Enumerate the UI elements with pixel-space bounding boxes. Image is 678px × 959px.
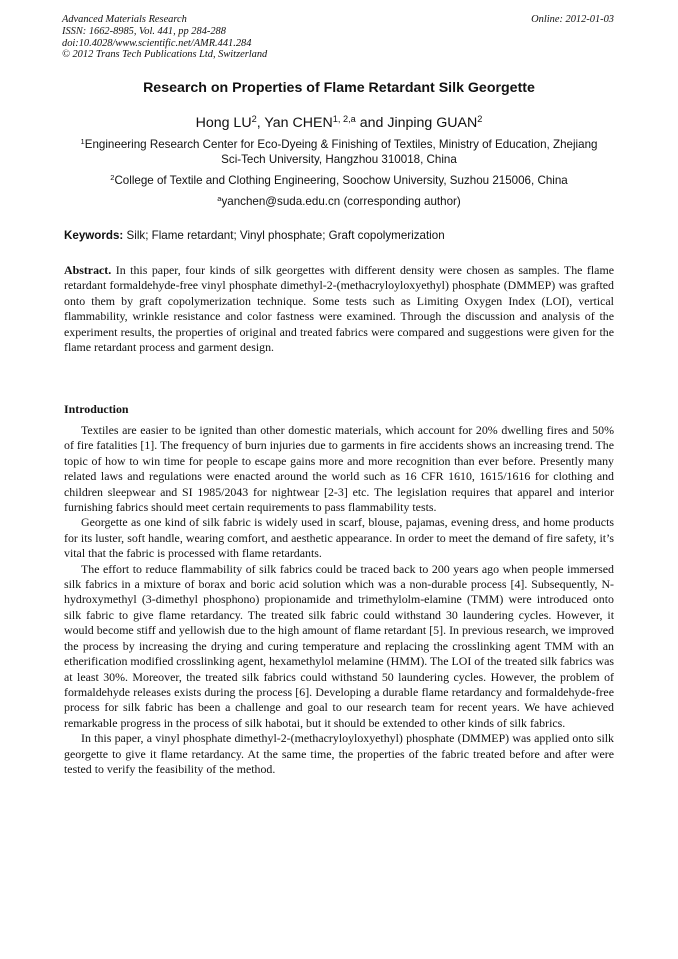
journal-issn: ISSN: 1662-8985, Vol. 441, pp 284-288 xyxy=(62,25,226,37)
copyright-line: © 2012 Trans Tech Publications Ltd, Switzerland xyxy=(62,49,268,61)
paragraph: In this paper, a vinyl phosphate dimethyl-2-(methacryloyloxyethyl) phosphate (DMMEP) was applied onto silk georgette to give it flame retardancy. At the same time, the properties of the fabric treated before and after were tested to verify the feasibility of the method. xyxy=(64,731,614,776)
online-date: Online: 2012-01-03 xyxy=(531,14,614,25)
email-mark: a xyxy=(217,193,222,203)
author-affil-mark: 2 xyxy=(251,113,257,124)
affiliation-mark: 1 xyxy=(80,136,85,146)
author-affil-mark: 2 xyxy=(477,113,483,124)
doi-link[interactable]: doi:10.4028/www.scientific.net/AMR.441.284 xyxy=(62,37,252,49)
keywords-text: Silk; Flame retardant; Vinyl phosphate; Graft copolymerization xyxy=(126,229,445,242)
abstract xyxy=(64,263,614,355)
author-name: Hong LU xyxy=(195,115,252,131)
journal-header xyxy=(62,14,267,61)
affiliation-text: College of Textile and Clothing Engineering, Soochow University, Suzhou 215006, China xyxy=(114,174,568,187)
author-name: Jinping GUAN xyxy=(387,115,478,131)
keywords xyxy=(64,229,445,242)
keywords-label: Keywords: xyxy=(64,229,124,242)
author-affil-mark: 1, 2,a xyxy=(332,113,356,124)
journal-name: Advanced Materials Research xyxy=(62,14,187,25)
author-line: Hong $LU^2$, Yan CHEN$^{1, 2,a}$ and Jinping GUAN$^2$ xyxy=(195,113,483,131)
author-name: Yan CHEN xyxy=(264,115,333,131)
author-and: and xyxy=(359,115,384,131)
affiliation-2 xyxy=(70,174,608,189)
email-text[interactable]: yanchen@suda.edu.cn (corresponding author) xyxy=(221,195,461,208)
paper-title: Research on Properties of Flame Retardant Silk Georgette xyxy=(143,80,535,96)
abstract-text: In this paper, four kinds of silk georgettes with different density were chosen as samples. The flame retardant formaldehyde-free vinyl phosphate dimethyl-2-(methacryloyloxyethyl) phosphate (DMMEP) was grafted onto them by graft copolymerization technique. Some tests such as Limiting Oxygen Index (LOI), vertical flammability, wrinkle resistance and color fastness were examined. Through the discussion and analysis of the experiment results, the properties of original and treated fabrics were compared and suggestions were given for the flame retardant process and garment design. xyxy=(64,263,614,355)
introduction-heading: Introduction xyxy=(64,402,129,416)
introduction-body xyxy=(64,423,614,777)
affiliation-text: Engineering Research Center for Eco-Dyeing & Finishing of Textiles, Ministry of Education, Zhejiang Sci-Tech University, Hangzhou 310018, China xyxy=(84,138,598,166)
corresponding-email xyxy=(0,195,678,208)
abstract-label: Abstract. xyxy=(64,263,112,277)
paragraph: Textiles are easier to be ignited than other domestic materials, which account for 20% dwelling fires and 50% of fire fatalities [1]. The frequency of burn injuries due to garments in fire accidents shows an increasing trend. The topic of how to win time for people to escape gains more and more recognition than ever before. Presently many related laws and regulations were enacted around the world such as 16 CFR 1610, 1615/1616 for clothing and children sleepwear and SI 1985/2043 for nightwear [2-3] etc. The legislation requires that apparel and interior furnishing fabrics should meet certain requirements to pass flammability tests. xyxy=(64,423,614,515)
affiliation-1 xyxy=(70,138,608,167)
affiliation-mark: 2 xyxy=(110,172,115,182)
paragraph: The effort to reduce flammability of silk fabrics could be traced back to 200 years ago when people immersed silk fabrics in a mixture of borax and boric acid solution which was a non-durable process [4]. Subsequently, N-hydroxymethyl (3-dimethyl phosphono) propionamide and trimethylolm-elamine (TMM) were introduced onto silk fabric to give flame retardancy. The treated silk fabric could withstand 30 laundering cycles. However, it would become stiff and yellowish due to the high amount of flame retardant [5]. In previous research, we improved the process by increasing the drying and curing temperature and replacing the crosslinking agent TMM with an etherification modified crosslinking agent, hexamethylol melamine (HMM). The LOI of the treated silk fabrics was at least 30%. Moreover, the treated silk fabrics could withstand 50 laundering cycles. However, the problem of formaldehyde releases exists during the process [6]. Developing a durable flame retardancy and formaldehyde-free process for silk fabric has been a challenge and goal to our research team for recent years. We have achieved remarkable progress in the process of silk habotai, but it should be extended to other kinds of silk fabrics. xyxy=(64,561,614,730)
paragraph: Georgette as one kind of silk fabric is widely used in scarf, blouse, pajamas, evening dress, and home products for its luster, soft handle, wearing comfort, and aesthetic appearance. In order to meet the demand of fire safety, it’s vital that the fabric is processed with flame retardants. xyxy=(64,515,614,561)
